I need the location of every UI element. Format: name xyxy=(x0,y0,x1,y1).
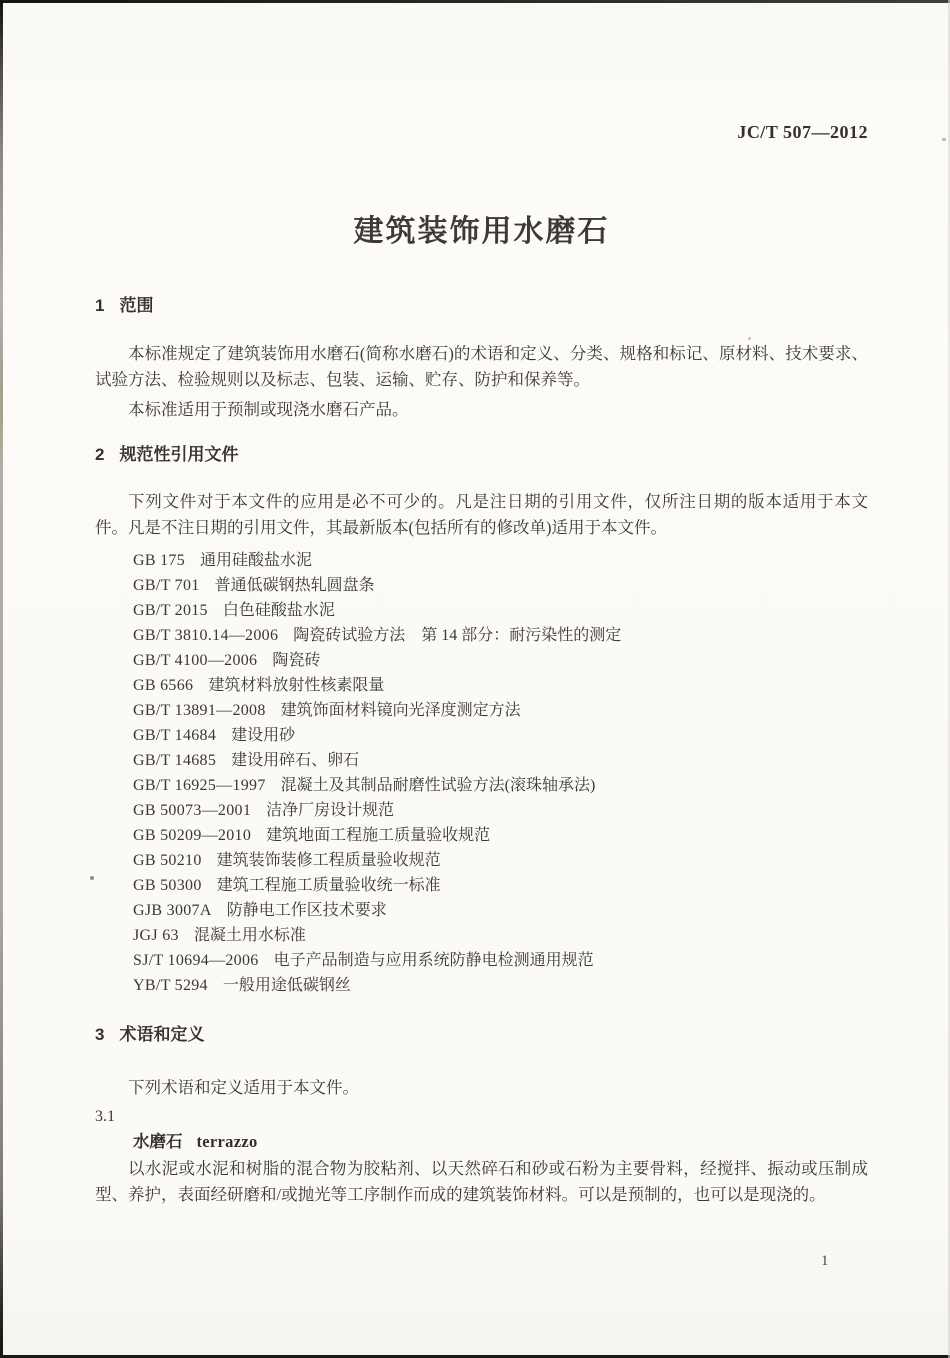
section-3-heading xyxy=(95,1024,868,1046)
terms-intro-paragraph: 下列术语和定义适用于本文件。 xyxy=(128,1078,359,1097)
doc-code-header: JC/T 507—2012 xyxy=(737,122,868,142)
reference-title: 通用硅酸盐水泥 xyxy=(200,552,313,569)
reference-code: GB/T 13891—2008 xyxy=(133,702,266,719)
reference-code: GB/T 14685 xyxy=(133,752,217,769)
reference-code: GB/T 3810.14—2006 xyxy=(133,627,279,644)
reference-title: 建筑工程施工质量验收统一标准 xyxy=(216,877,441,894)
reference-code: GJB 3007A xyxy=(133,902,212,919)
section-1-title: 范围 xyxy=(119,296,154,315)
reference-code: GB 50300 xyxy=(133,877,202,894)
references-intro-paragraph: 下列文件对于本文件的应用是必不可少的。凡是注日期的引用文件，仅所注日期的版本适用于本文件。凡是不注日期的引用文件，其最新版本(包括所有的修改单)适用于本文件。 xyxy=(95,492,868,537)
reference-item xyxy=(133,798,868,823)
section-1-number: 1 xyxy=(95,296,105,315)
reference-title: 陶瓷砖试验方法 第 14 部分：耐污染性的测定 xyxy=(293,627,622,644)
reference-item xyxy=(133,548,868,573)
reference-title: 建设用砂 xyxy=(231,727,296,744)
term-number: 3.1 xyxy=(95,1108,115,1125)
reference-code: GB 50209—2010 xyxy=(133,827,252,844)
reference-code: SJ/T 10694—2006 xyxy=(133,952,259,969)
reference-item xyxy=(133,623,868,648)
reference-title: 建筑装饰装修工程质量验收规范 xyxy=(216,852,441,869)
reference-item xyxy=(133,598,868,623)
page-number: 1 xyxy=(821,1253,829,1269)
reference-code: GB 50210 xyxy=(133,852,202,869)
reference-title: 洁净厂房设计规范 xyxy=(266,802,395,819)
reference-code: GB/T 16925—1997 xyxy=(133,777,266,794)
section-1-heading xyxy=(95,295,868,317)
reference-code: GB 50073—2001 xyxy=(133,802,252,819)
scope-paragraph-2: 本标准适用于预制或现浇水磨石产品。 xyxy=(128,400,409,419)
reference-item xyxy=(133,823,868,848)
reference-item xyxy=(133,898,868,923)
reference-code: GB/T 14684 xyxy=(133,727,217,744)
reference-title: 建设用碎石、卵石 xyxy=(231,752,360,769)
reference-code: GB/T 2015 xyxy=(133,602,208,619)
reference-title: 陶瓷砖 xyxy=(272,652,321,669)
reference-item xyxy=(133,923,868,948)
term-entry xyxy=(95,1129,868,1155)
reference-item xyxy=(133,973,868,998)
reference-item xyxy=(133,698,868,723)
reference-title: 白色硅酸盐水泥 xyxy=(222,602,335,619)
term-english: terrazzo xyxy=(196,1132,258,1151)
reference-item xyxy=(133,673,868,698)
scope-paragraph-1: 本标准规定了建筑装饰用水磨石(简称水磨石)的术语和定义、分类、规格和标记、原材料、技术要求、试验方法、检验规则以及标志、包装、运输、贮存、防护和保养等。 xyxy=(95,344,868,389)
reference-title: 一般用途低碳钢丝 xyxy=(222,977,351,994)
reference-title: 建筑材料放射性核素限量 xyxy=(208,677,385,694)
reference-code: JGJ 63 xyxy=(133,927,179,944)
reference-code: GB 6566 xyxy=(133,677,194,694)
reference-title: 建筑饰面材料镜向光泽度测定方法 xyxy=(280,702,521,719)
term-definition: 以水泥或水泥和树脂的混合物为胶粘剂、以天然碎石和砂或石粉为主要骨料，经搅拌、振动或压制成型、养护，表面经研磨和/或抛光等工序制作而成的建筑装饰材料。可以是预制的，也可以是现浇的。 xyxy=(95,1159,868,1204)
reference-item xyxy=(133,748,868,773)
section-2-number: 2 xyxy=(95,445,105,464)
section-2-heading xyxy=(95,444,868,466)
reference-title: 普通低碳钢热轧圆盘条 xyxy=(214,577,375,594)
section-3-number: 3 xyxy=(95,1025,105,1044)
reference-code: GB 175 xyxy=(133,552,186,569)
reference-item xyxy=(133,773,868,798)
section-3-title: 术语和定义 xyxy=(119,1025,205,1044)
normative-references-list xyxy=(95,548,868,998)
reference-item xyxy=(133,648,868,673)
reference-title: 混凝土及其制品耐磨性试验方法(滚珠轴承法) xyxy=(280,777,596,794)
reference-item xyxy=(133,948,868,973)
reference-item xyxy=(133,848,868,873)
reference-item xyxy=(133,573,868,598)
section-2-title: 规范性引用文件 xyxy=(119,445,239,464)
reference-title: 电子产品制造与应用系统防静电检测通用规范 xyxy=(273,952,594,969)
document-title: 建筑装饰用水磨石 xyxy=(353,215,610,248)
reference-code: GB/T 4100—2006 xyxy=(133,652,258,669)
reference-item xyxy=(133,723,868,748)
reference-title: 建筑地面工程施工质量验收规范 xyxy=(266,827,491,844)
reference-title: 防静电工作区技术要求 xyxy=(226,902,387,919)
reference-code: GB/T 701 xyxy=(133,577,200,594)
reference-title: 混凝土用水标准 xyxy=(193,927,306,944)
reference-code: YB/T 5294 xyxy=(133,977,208,994)
term-chinese: 水磨石 xyxy=(133,1132,183,1151)
reference-item xyxy=(133,873,868,898)
